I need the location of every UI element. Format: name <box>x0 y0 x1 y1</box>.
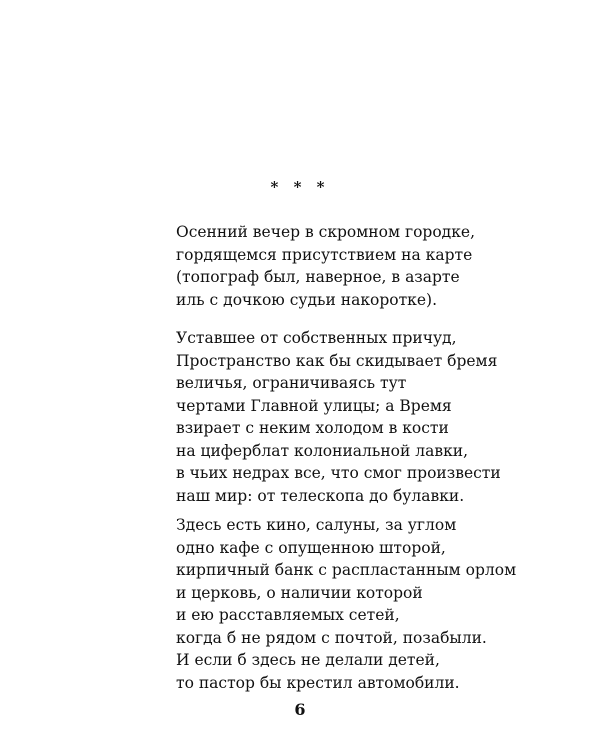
poem-line: и ею расставляемых сетей, <box>176 606 400 624</box>
poem-line: в чьих недрах все, что смог произвести <box>176 464 501 482</box>
poem-line: когда б не рядом с почтой, позабыли. <box>176 628 487 647</box>
poem-line: и церковь, о наличии которой <box>176 583 423 602</box>
poem-line: одно кафе с опущенною шторой, <box>176 538 446 557</box>
section-separator: * * * <box>270 178 330 196</box>
poem-line: Осенний вечер в скромном городке, <box>176 223 475 241</box>
poem-line: Пространство как бы скидывает бремя <box>176 351 498 370</box>
stanza-1 <box>176 221 475 311</box>
poem-line: взирает с неким холодом в кости <box>176 419 449 437</box>
poem-line: (топограф был, наверное, в азарте <box>176 268 460 286</box>
stanza-3 <box>176 514 516 694</box>
poem-line: кирпичный банк с распластанным орлом <box>176 561 517 579</box>
poem-line: иль с дочкою судьи накоротке). <box>176 290 438 309</box>
poem-line: величья, ограничиваясь тут <box>176 374 407 392</box>
poem-line: Уставшее от собственных причуд, <box>176 329 457 347</box>
page-number: 6 <box>294 700 306 719</box>
poem-line: то пастор бы крестил автомобили. <box>176 673 460 692</box>
poem-line: И если б здесь не делали детей, <box>176 651 440 669</box>
poem-line: чертами Главной улицы; а Время <box>176 396 452 415</box>
poem-line: Здесь есть кино, салуны, за углом <box>176 516 457 534</box>
poem-line: наш мир: от телескопа до булавки. <box>176 486 465 505</box>
poem-line: гордящемся присутствием на карте <box>176 245 473 264</box>
stanza-2 <box>176 327 501 507</box>
poem-line: на циферблат колониальной лавки, <box>176 441 469 460</box>
